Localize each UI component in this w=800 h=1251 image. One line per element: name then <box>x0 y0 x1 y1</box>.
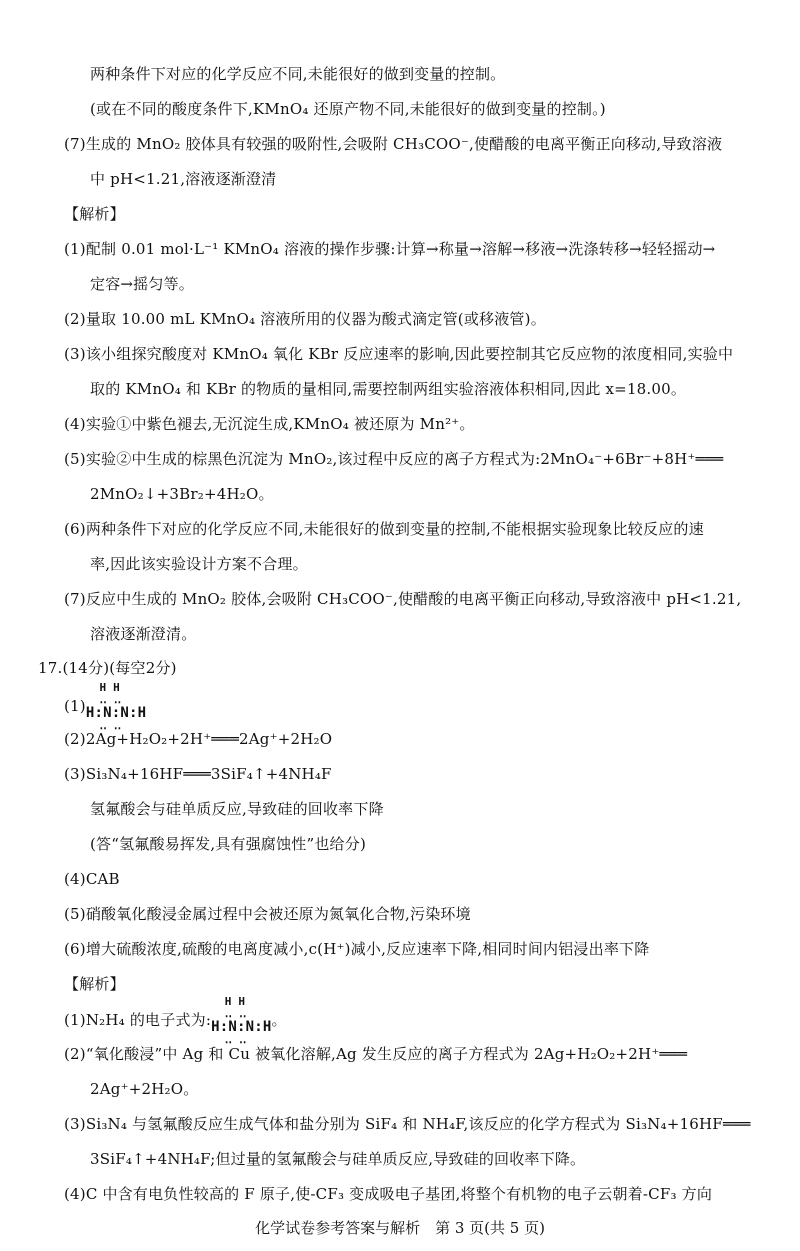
text-line: 氢氟酸会与硅单质反应,导致硅的回收率下降 <box>90 800 384 818</box>
text-line: (2)2Ag+H₂O₂+2H⁺═══2Ag⁺+2H₂O <box>64 730 333 748</box>
text-line: 取的 KMnO₄ 和 KBr 的物质的量相同,需要控制两组实验溶液体积相同,因此 x=18.00。 <box>90 380 687 398</box>
q17-answer-1 <box>64 682 146 732</box>
text-line: 溶液逐渐澄清。 <box>90 625 197 643</box>
lewis-bottom-dots: ‥ ‥ <box>85 719 136 732</box>
lewis-top-dots: ‥ ‥ <box>85 693 136 706</box>
text-line: 定容→摇匀等。 <box>90 275 194 293</box>
lewis-main: H:N:N:H <box>85 705 147 721</box>
text-line: (或在不同的酸度条件下,KMnO₄ 还原产物不同,未能很好的做到变量的控制。) <box>90 100 606 118</box>
lewis-bottom-dots: ‥ ‥ <box>211 1033 261 1046</box>
text-line: (6)增大硫酸浓度,硫酸的电离度减小,c(H⁺)减小,反应速率下降,相同时间内铝浸出率下降 <box>64 940 650 958</box>
lewis-top-dots: ‥ ‥ <box>211 1007 261 1020</box>
q17-1-prefix: (1) <box>64 697 86 715</box>
text-line: (3)该小组探究酸度对 KMnO₄ 氧化 KBr 反应速率的影响,因此要控制其它反应物的浓度相同,实验中 <box>64 345 734 363</box>
text-line: (1)配制 0.01 mol·L⁻¹ KMnO₄ 溶液的操作步骤:计算→称量→溶解→移液→洗涤转移→轻轻摇动→ <box>64 240 716 258</box>
text-line: 【解析】 <box>64 975 125 993</box>
text-line: (答“氢氟酸易挥发,具有强腐蚀性”也给分) <box>90 835 367 853</box>
text-line: 2MnO₂↓+3Br₂+4H₂O。 <box>90 485 274 503</box>
text-line: (4)CAB <box>64 870 120 888</box>
text-line: 率,因此该实验设计方案不合理。 <box>90 555 308 573</box>
lewis-top-h: H H <box>85 681 134 694</box>
text-line: (2)量取 10.00 mL KMnO₄ 溶液所用的仪器为酸式滴定管(或移液管)。 <box>64 310 546 328</box>
n2h4-electron-formula <box>86 682 146 732</box>
text-line: (2)“氧化酸浸”中 Ag 和 Cu 被氧化溶解,Ag 发生反应的离子方程式为 2Ag+H₂O₂+2H⁺═══ <box>64 1045 688 1063</box>
text-line: (5)硝酸氧化酸浸金属过程中会被还原为氮氧化合物,污染环境 <box>64 905 471 923</box>
text-line: (6)两种条件下对应的化学反应不同,未能很好的做到变量的控制,不能根据实验现象比较反应的速 <box>64 520 704 538</box>
text-line: (7)生成的 MnO₂ 胶体具有较强的吸附性,会吸附 CH₃COO⁻,使醋酸的电离平衡正向移动,导致溶液 <box>64 135 723 153</box>
text-line: (4)实验①中紫色褪去,无沉淀生成,KMnO₄ 被还原为 Mn²⁺。 <box>64 415 475 433</box>
text-line: (3)Si₃N₄+16HF═══3SiF₄↑+4NH₄F <box>64 765 332 783</box>
text-line: 3SiF₄↑+4NH₄F;但过量的氢氟酸会与硅单质反应,导致硅的回收率下降。 <box>90 1150 586 1168</box>
text-line: 17.(14分)(每空2分) <box>38 659 177 677</box>
analysis-17-1 <box>64 996 287 1046</box>
n2h4-electron-formula-analysis <box>211 996 271 1046</box>
text-line: (5)实验②中生成的棕黑色沉淀为 MnO₂,该过程中反应的离子方程式为:2MnO₄⁻+6Br⁻+8H⁺═══ <box>64 450 724 468</box>
page-footer: 化学试卷参考答案与解析 第 3 页(共 5 页) <box>255 1219 545 1237</box>
analysis-17-1-suffix: 。 <box>271 1011 287 1029</box>
text-line: 两种条件下对应的化学反应不同,未能很好的做到变量的控制。 <box>90 65 506 83</box>
text-line: 中 pH<1.21,溶液逐渐澄清 <box>90 170 277 188</box>
text-line: (4)C 中含有电负性较高的 F 原子,使-CF₃ 变成吸电子基团,将整个有机物的电子云朝着-CF₃ 方向 <box>64 1185 713 1203</box>
text-line: (3)Si₃N₄ 与氢氟酸反应生成气体和盐分别为 SiF₄ 和 NH₄F,该反应的化学方程式为 Si₃N₄+16HF═══ <box>64 1115 751 1133</box>
text-line: 【解析】 <box>64 205 125 223</box>
lewis-main: H:N:N:H <box>211 1019 272 1035</box>
text-line: (7)反应中生成的 MnO₂ 胶体,会吸附 CH₃COO⁻,使醋酸的电离平衡正向移动,导致溶液中 pH<1.21, <box>64 590 742 608</box>
lewis-top-h: H H <box>211 995 259 1008</box>
analysis-17-1-prefix: (1)N₂H₄ 的电子式为: <box>64 1011 212 1029</box>
text-line: 2Ag⁺+2H₂O。 <box>90 1080 199 1098</box>
